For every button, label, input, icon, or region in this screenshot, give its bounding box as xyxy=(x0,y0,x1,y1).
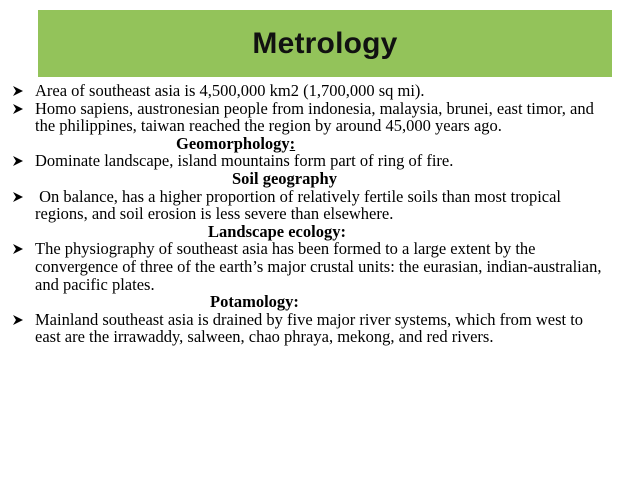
heading-text: Soil geography xyxy=(232,168,337,188)
bullet-landscape xyxy=(10,152,610,170)
bullet-text: On balance, has a higher proportion of relatively fertile soils than most tropical regions, and soil erosion is less severe than elsewhere. xyxy=(35,186,566,224)
arrow-bullet-icon xyxy=(12,243,24,255)
arrow-bullet-icon xyxy=(12,155,24,167)
arrow-bullet-icon xyxy=(12,314,24,326)
slide-title: Metrology xyxy=(252,26,398,60)
heading-potamology xyxy=(10,293,610,311)
bullet-text: The physiography of southeast asia has been formed to a large extent by the convergence of three of the earth’s major crustal units: the eurasian, indian-australian, and pacific plates. xyxy=(35,239,602,294)
heading-landscape-ecology xyxy=(10,223,610,241)
slide-content xyxy=(10,82,610,346)
heading-colon: : xyxy=(289,133,296,153)
arrow-bullet-icon xyxy=(12,85,24,97)
bullet-physiography xyxy=(10,240,610,293)
title-banner xyxy=(38,10,612,77)
heading-text: Geomorphology xyxy=(176,133,290,153)
bullet-text: Dominate landscape, island mountains form part of ring of fire. xyxy=(35,151,454,171)
bullet-text: Mainland southeast asia is drained by five major river systems, which from west to east are the irrawaddy, salween, chao phraya, mekong, and red rivers. xyxy=(35,309,584,347)
bullet-rivers xyxy=(10,311,610,346)
heading-text: Landscape ecology: xyxy=(208,221,346,241)
arrow-bullet-icon xyxy=(12,191,24,203)
bullet-area xyxy=(10,82,610,100)
bullet-homo-sapiens xyxy=(10,100,610,135)
heading-soil-geography xyxy=(10,170,610,188)
bullet-text: Homo sapiens, austronesian people from indonesia, malaysia, brunei, east timor, and the philippines, taiwan reached the region by around 45,000 years ago. xyxy=(35,98,594,136)
bullet-soils xyxy=(10,188,610,223)
bullet-text: Area of southeast asia is 4,500,000 km2 (1,700,000 sq mi). xyxy=(35,81,425,100)
arrow-bullet-icon xyxy=(12,103,24,115)
heading-text: Potamology: xyxy=(210,292,299,312)
heading-geomorphology xyxy=(10,135,610,153)
